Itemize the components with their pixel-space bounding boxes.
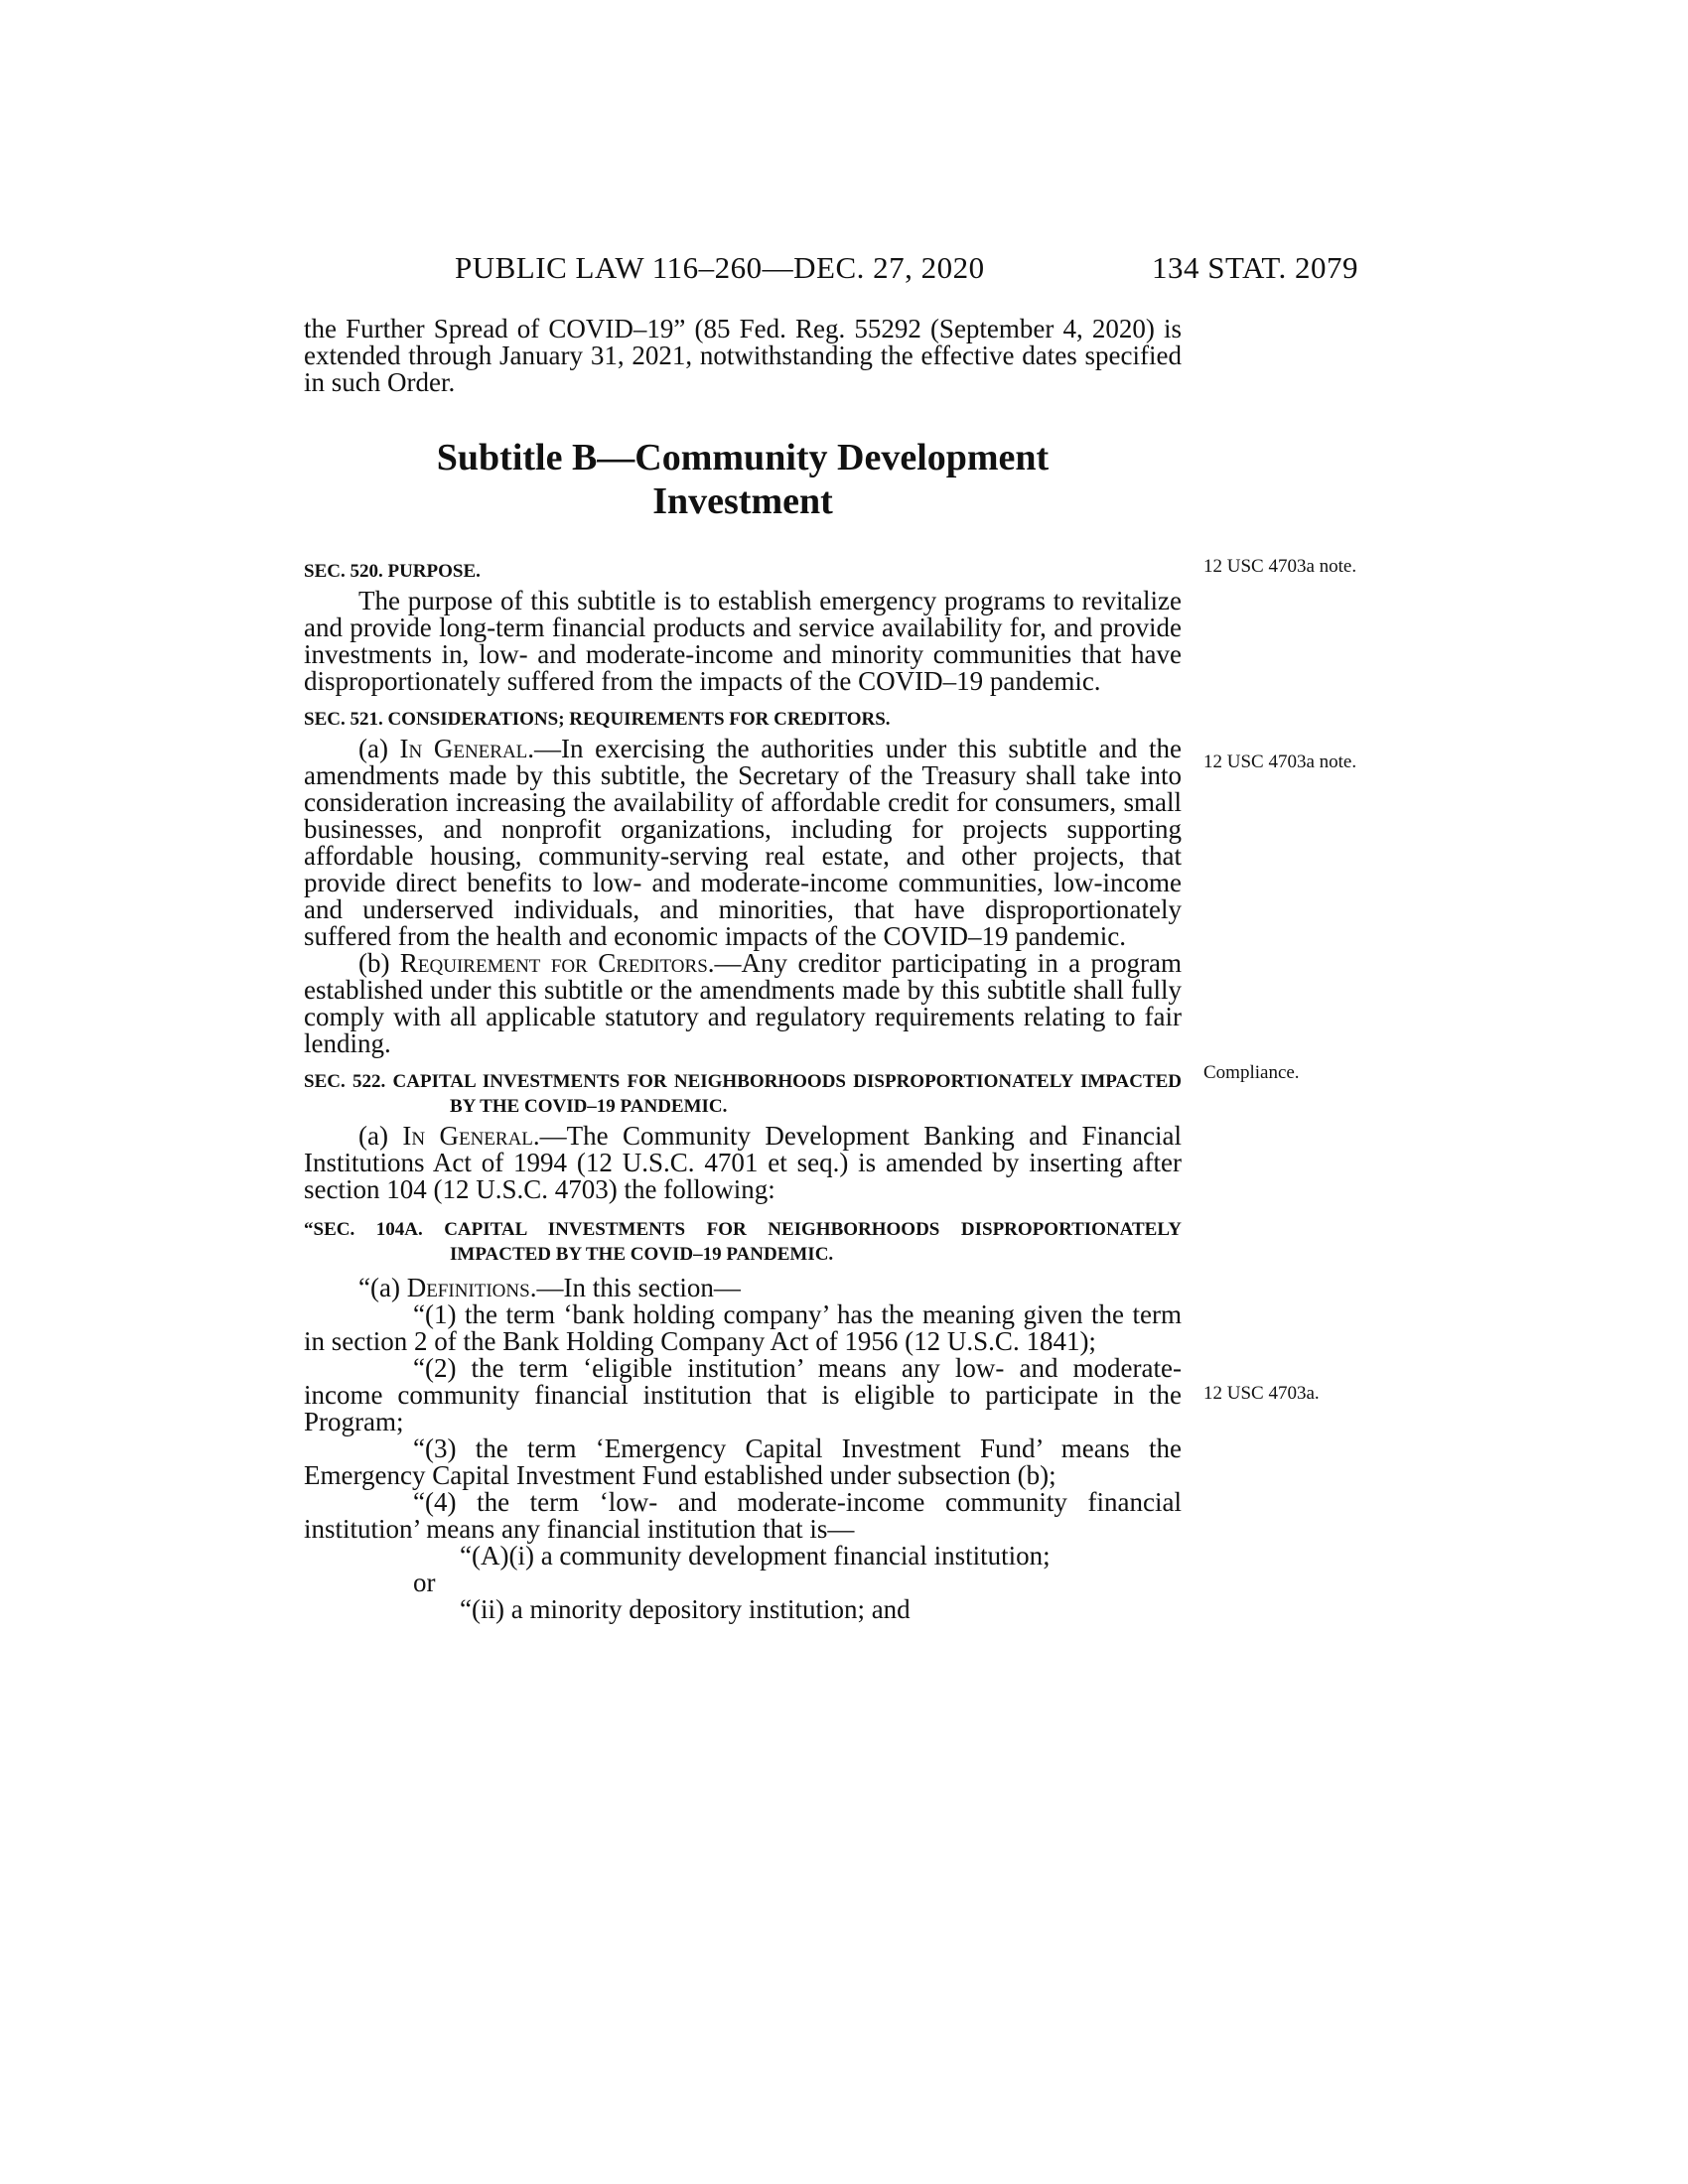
definitions-text: .—In this section— [529,1273,741,1302]
subtitle-heading [304,436,1182,523]
sec-521-b-text: .—Any creditor participating in a program established under this subtitle or the amendments made by this subtitle shall fully comply with all applicable statutory and regulatory requirements relating to fair lending. [304,948,1182,1058]
section-104a-heading: “SEC. 104A. CAPITAL INVESTMENTS FOR NEIGHBORHOODS DISPROPORTIONATELY IMPACTED BY THE COVID–19 PANDEMIC. [304,1219,1182,1265]
sec-522-a-text: .—The Community Development Banking and Financial Institutions Act of 1994 (12 U.S.C. 4701 et seq.) is amended by inserting after section 104 (12 U.S.C. 4703) the following: [304,1121,1182,1204]
definition-4-a-ii: “(ii) a minority depository institution; and [460,1594,911,1624]
sec-521-a-caption: In General [399,734,528,763]
definition-4-or: or [413,1568,436,1597]
definition-2: “(2) the term ‘eligible institution’ means any low- and moderate-income community financial institution that is eligible to participate in the Program; [304,1353,1182,1436]
section-522-subsection-a [304,1123,1182,1203]
sec-521-a-label: (a) [358,734,400,763]
sec-522-a-label: (a) [358,1121,403,1151]
section-521-subsection-a [304,736,1182,950]
definition-3: “(3) the term ‘Emergency Capital Investment Fund’ means the Emergency Capital Investment Fund established under subsection (b); [304,1433,1182,1490]
sec-521-b-caption: Requirement for Creditors [399,948,708,978]
running-head: PUBLIC LAW 116–260—DEC. 27, 2020 [455,250,985,285]
margin-note-sec-520: 12 USC 4703a note. [1203,556,1357,577]
margin-note-compliance: Compliance. [1203,1062,1300,1083]
definitions-caption: Definitions [406,1273,530,1302]
sec-522-a-caption: In General [402,1121,533,1151]
sec-521-a-text: .—In exercising the authorities under this subtitle and the amendments made by this subtitle, the Secretary of the Treasury shall take into consideration increasing the availability of affordable credit for consumers, small businesses, and nonprofit organizations, including for projects supporting affordable housing, community-serving real estate, and other projects, that provide direct benefits to low- and moderate-income communities, low-income and underserved individuals, and minorities, that have disproportionately suffered from the health and economic impacts of the COVID–19 pandemic. [304,734,1182,951]
definitions-label: “(a) [358,1273,407,1302]
body-text [304,316,1182,1623]
section-522-heading: SEC. 522. CAPITAL INVESTMENTS FOR NEIGHBORHOODS DISPROPORTIONATELY IMPACTED BY THE COVID–19 PANDEMIC. [304,1071,1182,1117]
subtitle-line-1: Subtitle B—Community Development [436,437,1050,478]
carryover-paragraph: the Further Spread of COVID–19” (85 Fed. Reg. 55292 (September 4, 2020) is extended through January 31, 2021, notwithstanding the effective dates specified in such Order. [304,314,1182,397]
definitions-intro [304,1275,1182,1301]
section-520-heading: SEC. 520. PURPOSE. [304,561,481,582]
page-number: 134 STAT. 2079 [1152,250,1359,285]
margin-note-sec-104a: 12 USC 4703a. [1203,1383,1320,1404]
definition-1: “(1) the term ‘bank holding company’ has the meaning given the term in section 2 of the Bank Holding Company Act of 1956 (12 U.S.C. 1841); [304,1299,1182,1356]
sec-521-b-label: (b) [358,948,400,978]
section-521-heading: SEC. 521. CONSIDERATIONS; REQUIREMENTS FOR CREDITORS. [304,709,891,730]
definition-4-a-i: “(A)(i) a community development financial institution; [460,1541,1051,1570]
subtitle-line-2: Investment [652,480,833,522]
definition-4: “(4) the term ‘low- and moderate-income community financial institution’ means any financial institution that is— [304,1487,1182,1544]
section-521-subsection-b [304,950,1182,1057]
page-header [0,250,1688,294]
margin-note-sec-521: 12 USC 4703a note. [1203,751,1357,772]
section-520-text: The purpose of this subtitle is to establish emergency programs to revitalize and provide long-term financial products and service availability for, and provide investments in, low- and moderate-income and minority communities that have disproportionately suffered from the impacts of the COVID–19 pandemic. [304,586,1182,696]
